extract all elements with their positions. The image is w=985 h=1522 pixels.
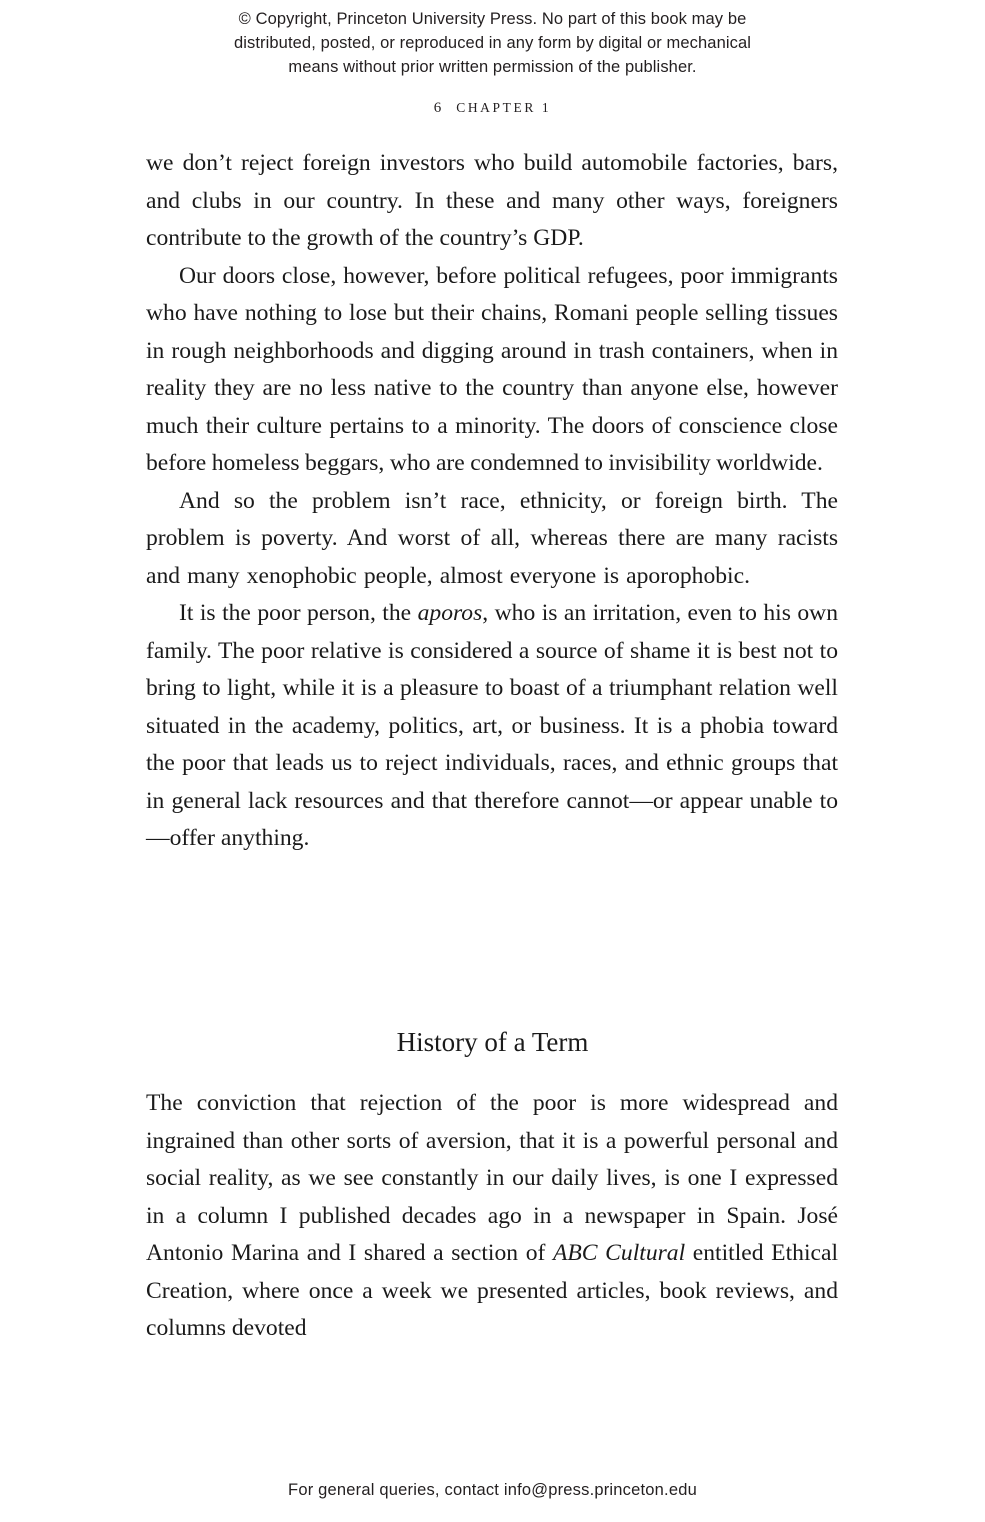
body-text-block	[146, 145, 838, 858]
paragraph-4-italic-term: aporos	[417, 600, 483, 626]
copyright-line-3: means without prior written permission of the publisher.	[288, 57, 697, 76]
page-number: 6	[433, 100, 443, 116]
paragraph-4	[146, 595, 838, 858]
section-paragraph-text-b: entitled Ethical Creation, where once a week we presented articles, book reviews, and columns devoted	[146, 1240, 838, 1341]
paragraph-3: And so the problem isn’t race, ethnicity, or foreign birth. The problem is poverty. And worst of all, whereas there are many racists and many xenophobic people, almost everyone is aporophobic.	[146, 487, 838, 589]
paragraph-1: we don’t reject foreign investors who build automobile factories, bars, and clubs in our country. In these and many other ways, foreigners contribute to the growth of the country’s GDP.	[146, 150, 838, 251]
section-paragraph-italic-title: ABC Cultural	[552, 1240, 686, 1266]
section-paragraph-text-a: The conviction that rejection of the poor is more widespread and ingrained than other sorts of aversion, that it is a powerful personal and social reality, as we see constantly in our daily lives, is one I expressed in a column I published decades ago in a newspaper in Spain. José Antonio Marina and I shared a section of	[146, 1090, 838, 1266]
footer-queries-note: For general queries, contact info@press.princeton.edu	[288, 1481, 697, 1499]
running-head	[0, 100, 985, 117]
copyright-line-2: distributed, posted, or reproduced in any form by digital or mechanical	[233, 33, 752, 52]
paragraph-2: Our doors close, however, before political refugees, poor immigrants who have nothing to lose but their chains, Romani people selling tissues in rough neighborhoods and digging around in trash containers, when in reality they are no less native to the country than anyone else, however much their culture pertains to a minority. The doors of conscience close before homeless beggars, who are condemned to invisibility worldwide.	[146, 262, 838, 476]
section-heading: History of a Term	[396, 1027, 589, 1057]
copyright-line-1: © Copyright, Princeton University Press. No part of this book may be	[238, 10, 747, 28]
paragraph-4-text-b: , who is an irritation, even to his own family. The poor relative is considered a source of shame it is best not to bring to light, while it is a pleasure to boast of a triumphant relation well situated in the academy, politics, art, or business. It is a phobia toward the poor that leads us to reject individuals, races, and ethnic groups that in general lack resources and that therefore cannot—or appear unable to—offer anything.	[146, 600, 838, 851]
section-text-block	[146, 1085, 838, 1348]
chapter-label: CHAPTER 1	[456, 100, 552, 115]
paragraph-4-text-a: It is the poor person, the	[179, 600, 418, 626]
section-paragraph-1	[146, 1085, 838, 1348]
copyright-notice	[0, 8, 985, 80]
